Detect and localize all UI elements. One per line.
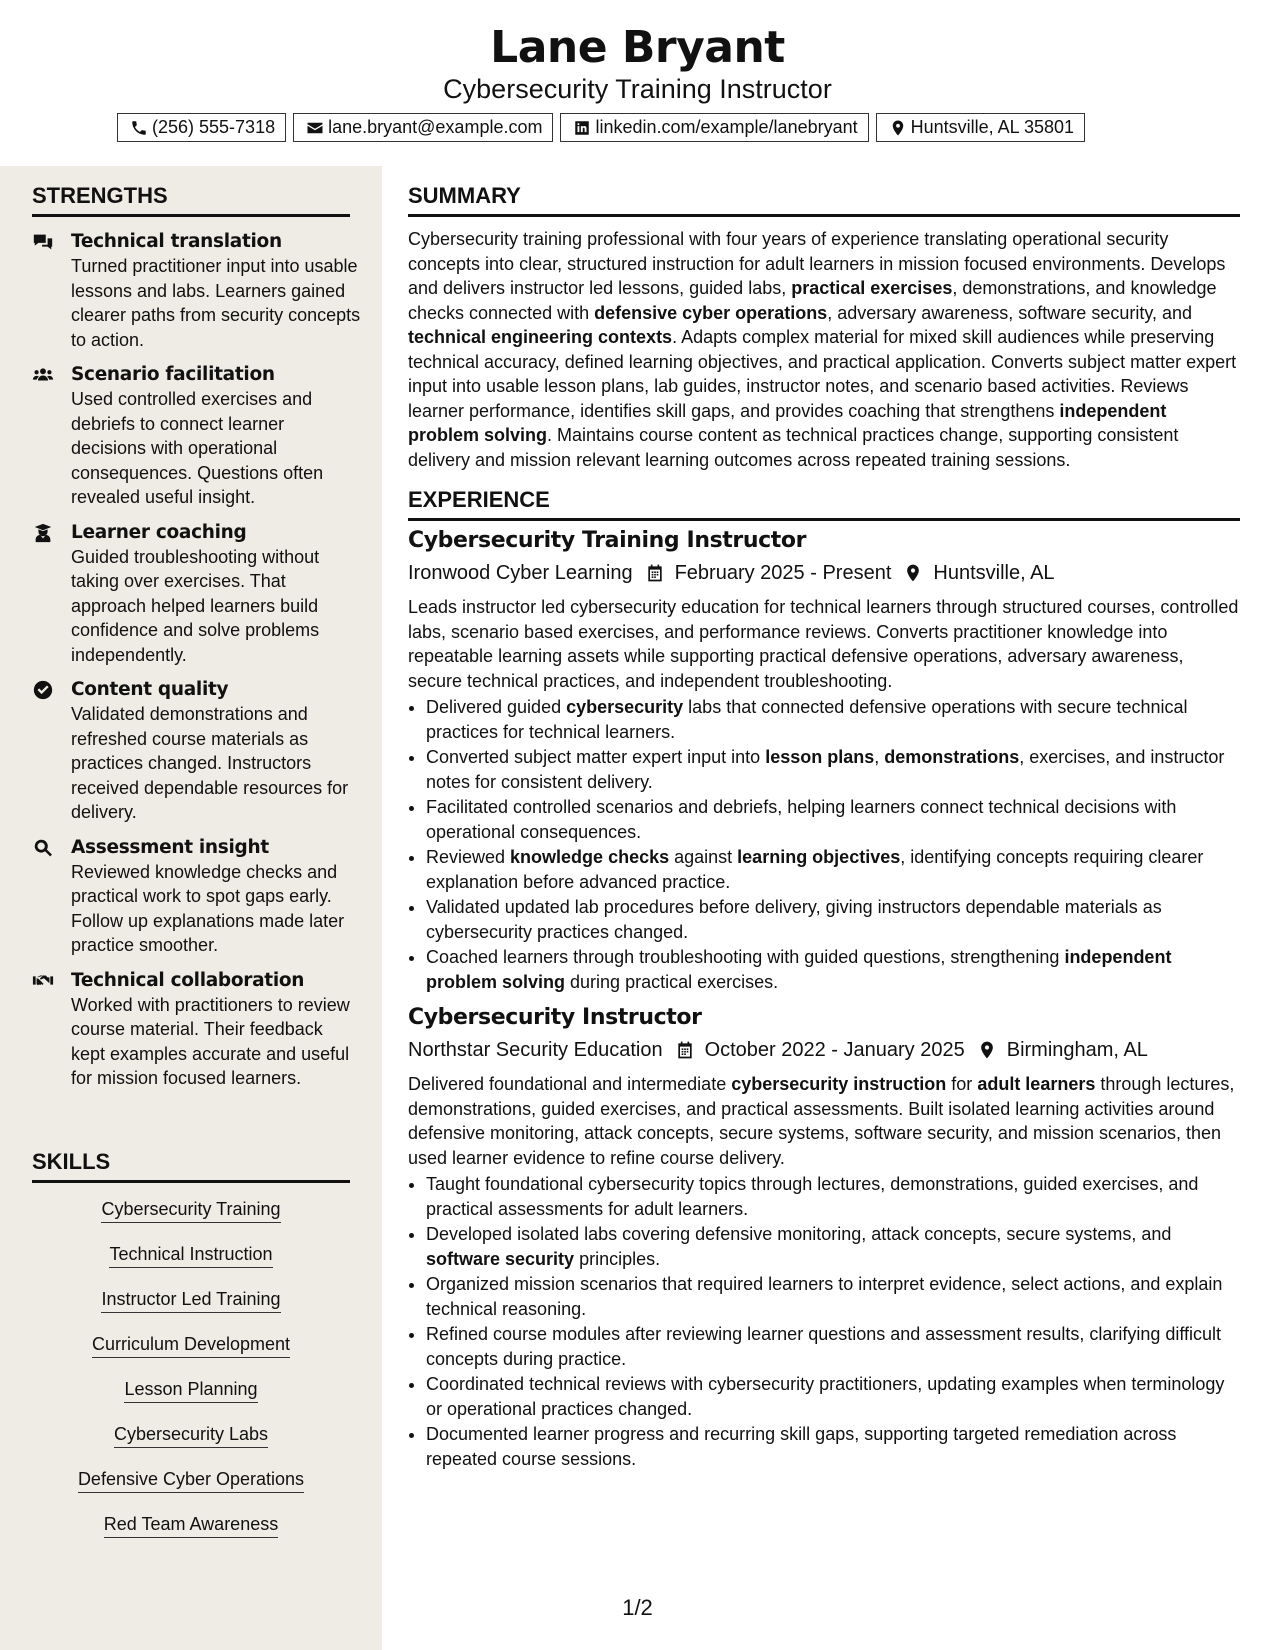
job-title: Cybersecurity Instructor xyxy=(408,1005,702,1030)
job-company: Northstar Security Education xyxy=(408,1039,663,1061)
bold-keyword: technical engineering contexts xyxy=(408,327,673,347)
resume-header xyxy=(0,0,1275,166)
calendar-icon xyxy=(645,563,665,583)
job-bullet: • Documented learner progress and recurring skill gaps, supporting targeted remediation across repeated course sessions. xyxy=(426,1422,1240,1471)
job-meta xyxy=(408,1036,1240,1064)
job-location: Birmingham, AL xyxy=(1006,1039,1148,1061)
skill-item: Cybersecurity Training xyxy=(101,1198,280,1223)
skills-heading: SKILLS xyxy=(32,1148,350,1183)
contact-text: linkedin.com/example/lanebryant xyxy=(595,117,858,137)
job-company: Ironwood Cyber Learning xyxy=(408,562,633,584)
bold-keyword: adult learners xyxy=(977,1074,1096,1094)
calendar-icon xyxy=(675,1040,695,1060)
job-bullet: • Developed isolated labs covering defensive monitoring, attack concepts, secure systems, and software security principles. xyxy=(426,1222,1240,1271)
strength-description: Guided troubleshooting without taking over exercises. That approach helped learners build confidence and solve problems independently. xyxy=(71,546,320,665)
candidate-name: Lane Bryant xyxy=(490,22,785,73)
strength-description: Used controlled exercises and debriefs to connect learner decisions with operational consequences. Questions often revealed useful insight. xyxy=(71,389,324,507)
main-content xyxy=(408,166,1240,1472)
map-pin-icon xyxy=(889,119,907,137)
bold-keyword: demonstrations xyxy=(884,747,1020,767)
map-pin-icon xyxy=(903,563,923,583)
job-bullet: • Taught foundational cybersecurity topics through lectures, demonstrations, guided exercises, and practical assessments for adult learners. xyxy=(426,1172,1240,1221)
job-bullet: • Delivered guided cybersecurity labs that connected defensive operations with secure technical practices for technical learners. xyxy=(426,695,1240,744)
contact-text: Huntsville, AL 35801 xyxy=(910,117,1075,137)
contact-text: (256) 555-7318 xyxy=(152,117,276,137)
contact-bar xyxy=(117,113,1085,142)
strength-description: Worked with practitioners to review course material. Their feedback kept examples accurate and useful for mission focused learners. xyxy=(71,994,350,1088)
experience-heading: EXPERIENCE xyxy=(408,486,1240,521)
bold-keyword: independent problem solving xyxy=(408,400,1167,445)
bold-keyword: cybersecurity xyxy=(566,697,684,717)
job-location: Huntsville, AL xyxy=(933,562,1055,584)
job-bullet: • Organized mission scenarios that required learners to interpret evidence, select actions, and explain technical reasoning. xyxy=(426,1272,1240,1321)
strength-item xyxy=(32,521,362,668)
bold-keyword: learning objectives xyxy=(737,847,901,867)
graduate-icon xyxy=(32,522,54,544)
skill-item: Defensive Cyber Operations xyxy=(78,1468,304,1493)
job-bullet: • Coached learners through troubleshooting with guided questions, strengthening independent problem solving during practical exercises. xyxy=(426,945,1240,994)
strength-item xyxy=(32,363,362,510)
strength-title: Technical translation xyxy=(71,231,282,252)
page-number: 1/2 xyxy=(622,1595,653,1620)
skill-item: Curriculum Development xyxy=(92,1333,290,1358)
search-icon xyxy=(32,837,54,859)
strength-title: Assessment insight xyxy=(71,836,269,858)
strength-title: Learner coaching xyxy=(71,521,247,543)
comments-icon xyxy=(32,231,54,253)
job-bullets xyxy=(408,1172,1240,1471)
experience-section xyxy=(408,486,1240,1471)
strength-description: Reviewed knowledge checks and practical work to spot gaps early. Follow up explanations made later practice smoother. xyxy=(71,861,345,955)
bold-keyword: cybersecurity instruction xyxy=(731,1074,947,1094)
strengths-list xyxy=(32,230,362,1102)
bold-keyword: practical exercises xyxy=(791,278,953,298)
handshake-icon xyxy=(32,970,54,992)
job-meta xyxy=(408,559,1240,587)
job-bullets xyxy=(408,695,1240,994)
job-title: Cybersecurity Training Instructor xyxy=(408,528,807,553)
sidebar xyxy=(0,166,382,1650)
candidate-title: Cybersecurity Training Instructor xyxy=(443,74,832,104)
strength-description: Turned practitioner input into usable lessons and labs. Learners gained clearer paths from security concepts to action. xyxy=(71,256,361,350)
job-entry xyxy=(408,1004,1240,1471)
check-circle-icon xyxy=(32,679,54,701)
job-bullet: • Validated updated lab procedures before delivery, giving instructors dependable materials as cybersecurity practices changed. xyxy=(426,895,1240,944)
contact-text: lane.bryant@example.com xyxy=(328,117,543,137)
contact-location xyxy=(876,113,1085,142)
bold-keyword: software security xyxy=(426,1248,575,1269)
job-dates: February 2025 - Present xyxy=(674,562,892,584)
job-bullet: • Reviewed knowledge checks against learning objectives, identifying concepts requiring clearer explanation before advanced practice. xyxy=(426,845,1240,894)
contact-phone[interactable] xyxy=(117,113,286,142)
strength-item xyxy=(32,836,362,958)
skills-list xyxy=(32,1198,350,1558)
job-description: Leads instructor led cybersecurity education for technical learners through structured courses, controlled labs, scenario based exercises, and performance reviews. Converts practitioner knowledge into repeatable learning assets while supporting practical defensive operations, adversary awareness, secure technical practices, and independent troubleshooting. xyxy=(408,597,1239,691)
summary-section xyxy=(408,182,1240,472)
map-pin-icon xyxy=(977,1040,997,1060)
strength-description: Validated demonstrations and refreshed course materials as practices changed. Instructors received dependable resources for delivery. xyxy=(71,704,349,822)
bold-keyword: defensive cyber operations xyxy=(594,302,828,323)
strengths-heading: STRENGTHS xyxy=(32,182,350,217)
bold-keyword: independent problem solving xyxy=(426,947,1172,992)
bold-keyword: lesson plans xyxy=(765,747,875,767)
job-bullet: • Converted subject matter expert input into lesson plans, demonstrations, exercises, and instructor notes for consistent delivery. xyxy=(426,745,1240,794)
job-description: Delivered foundational and intermediate cybersecurity instruction for adult learners through lectures, demonstrations, guided exercises, and practical assessments. Built isolated learning activities around defensive monitoring, attack concepts, secure systems, software security, and mission scenarios, then used learner evidence to refine course delivery. xyxy=(408,1074,1235,1168)
strength-item xyxy=(32,230,362,352)
skill-item: Instructor Led Training xyxy=(101,1288,280,1313)
job-dates: October 2022 - January 2025 xyxy=(704,1039,965,1061)
summary-text: Cybersecurity training professional with four years of experience translating operational security concepts into clear, structured instruction for adult learners in mission focused environments. Develops and delivers instructor led lessons, guided labs, practical exercises, demonstrations, and knowledge checks connected with defensive cyber operations, adversary awareness, software security, and technical engineering contexts. Adapts complex material for mixed skill audiences while preserving technical accuracy, defined learning objectives, and practical application. Converts subject matter expert input into usable lesson plans, lab guides, instructor notes, and scenario based activities. Reviews learner performance, identifies skill gaps, and provides coaching that strengthens independent problem solving. Maintains course content as technical practices change, supporting consistent delivery and mission relevant learning outcomes across repeated training sessions. xyxy=(408,229,1237,470)
skill-item: Lesson Planning xyxy=(124,1378,257,1403)
job-bullet: • Refined course modules after reviewing learner questions and assessment results, clarifying difficult concepts during practice. xyxy=(426,1322,1240,1371)
envelope-icon xyxy=(306,119,324,137)
phone-icon xyxy=(130,119,148,137)
contact-linkedin[interactable] xyxy=(560,113,868,142)
strength-title: Technical collaboration xyxy=(71,969,305,991)
job-bullet: • Coordinated technical reviews with cybersecurity practitioners, updating examples when terminology or operational practices changed. xyxy=(426,1372,1240,1421)
skill-item: Red Team Awareness xyxy=(104,1513,278,1538)
skill-item: Cybersecurity Labs xyxy=(114,1423,268,1448)
skill-item: Technical Instruction xyxy=(109,1243,272,1268)
bold-keyword: knowledge checks xyxy=(510,847,670,867)
linkedin-icon xyxy=(573,119,591,137)
strength-title: Scenario facilitation xyxy=(71,364,275,385)
summary-heading: SUMMARY xyxy=(408,182,1240,217)
job-entry xyxy=(408,527,1240,994)
strength-title: Content quality xyxy=(71,679,229,700)
contact-email[interactable] xyxy=(293,113,553,142)
strength-item xyxy=(32,969,362,1091)
job-bullet: • Facilitated controlled scenarios and debriefs, helping learners connect technical decisions with operational consequences. xyxy=(426,795,1240,844)
users-icon xyxy=(32,364,54,386)
strength-item xyxy=(32,678,362,825)
